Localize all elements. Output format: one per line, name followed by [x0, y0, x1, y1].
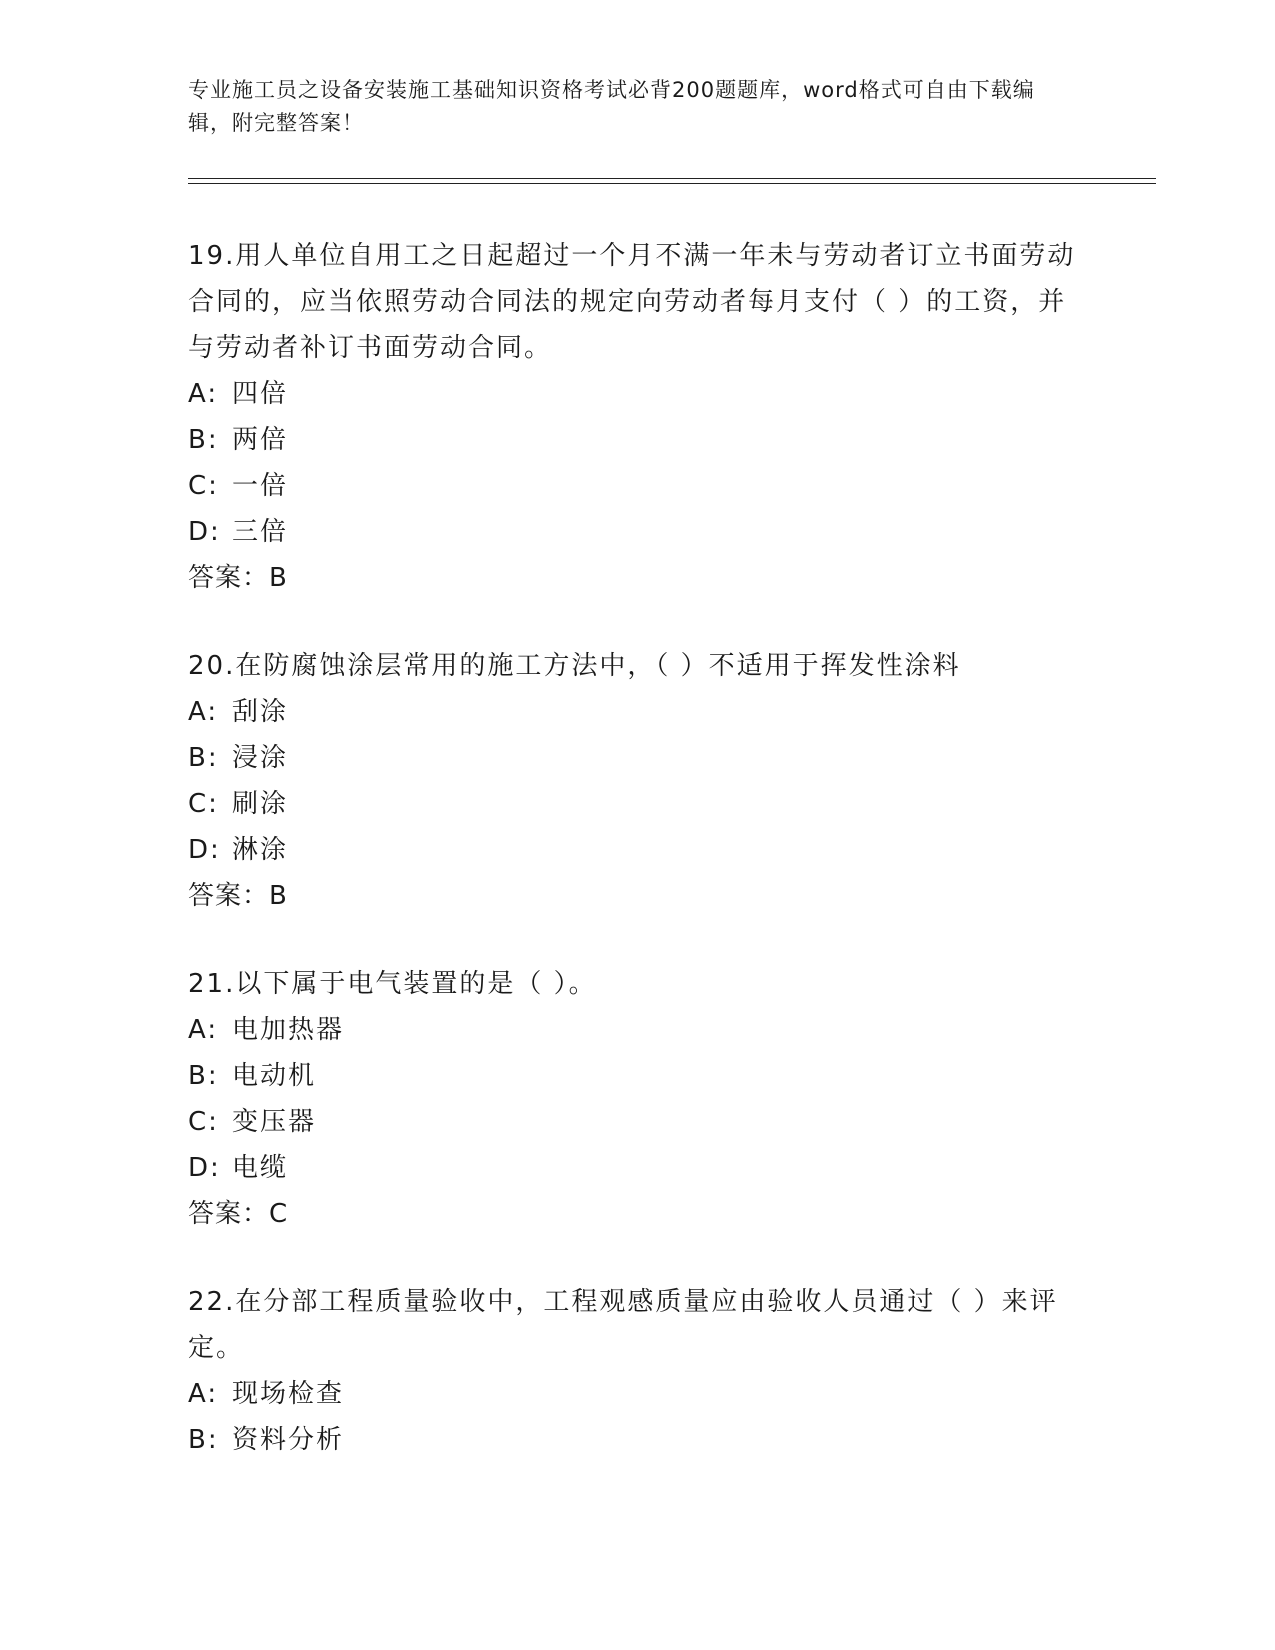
option-c — [188, 1099, 1088, 1145]
option-list — [188, 689, 1088, 873]
option-text: 现场检查 — [232, 1379, 345, 1409]
question-19 — [188, 233, 1088, 601]
option-d — [188, 827, 1088, 873]
option-list — [188, 371, 1088, 555]
option-a — [188, 1371, 1088, 1417]
question-stem: 19.用人单位自用工之日起超过一个月不满一年未与劳动者订立书面劳动合同的，应当依照劳动合同法的规定向劳动者每月支付（ ）的工资，并与劳动者补订书面劳动合同。 — [188, 241, 1076, 363]
option-text: 刷涂 — [232, 789, 289, 819]
option-text: 电加热器 — [232, 1015, 345, 1045]
option-text: 变压器 — [232, 1107, 317, 1137]
option-c — [188, 781, 1088, 827]
option-a — [188, 689, 1088, 735]
option-letter: D: — [188, 517, 221, 547]
option-b — [188, 1417, 1088, 1463]
answer-line: 答案：C — [188, 1199, 289, 1229]
answer-line: 答案：B — [188, 563, 288, 593]
option-letter: B: — [188, 1061, 219, 1091]
option-text: 一倍 — [232, 471, 289, 501]
option-text: 资料分析 — [232, 1425, 345, 1455]
option-list — [188, 1371, 1088, 1463]
option-text: 淋涂 — [232, 835, 289, 865]
question-20 — [188, 643, 1088, 919]
question-21 — [188, 961, 1088, 1237]
option-c — [188, 463, 1088, 509]
option-letter: B: — [188, 425, 219, 455]
option-text: 浸涂 — [232, 743, 289, 773]
question-22 — [188, 1279, 1088, 1463]
header-divider-top — [188, 178, 1156, 179]
option-b — [188, 1053, 1088, 1099]
document-header: 专业施工员之设备安装施工基础知识资格考试必背200题题库，word格式可自由下载编辑，附完整答案！ — [188, 78, 1035, 135]
option-letter: A: — [188, 379, 219, 409]
option-text: 四倍 — [232, 379, 289, 409]
option-b — [188, 735, 1088, 781]
option-list — [188, 1007, 1088, 1191]
question-stem: 21.以下属于电气装置的是（ ）。 — [188, 969, 597, 999]
option-b — [188, 417, 1088, 463]
option-text: 电动机 — [232, 1061, 317, 1091]
option-letter: C: — [188, 471, 219, 501]
option-letter: D: — [188, 1153, 221, 1183]
option-letter: A: — [188, 697, 219, 727]
question-list — [188, 233, 1088, 1505]
question-stem: 22.在分部工程质量验收中，工程观感质量应由验收人员通过（ ）来评定。 — [188, 1287, 1058, 1363]
option-letter: B: — [188, 743, 219, 773]
header-divider-bottom — [188, 183, 1156, 184]
option-text: 三倍 — [232, 517, 289, 547]
answer-line: 答案：B — [188, 881, 288, 911]
option-text: 刮涂 — [232, 697, 289, 727]
option-letter: D: — [188, 835, 221, 865]
option-d — [188, 1145, 1088, 1191]
option-letter: A: — [188, 1015, 219, 1045]
option-letter: C: — [188, 789, 219, 819]
option-a — [188, 1007, 1088, 1053]
option-letter: A: — [188, 1379, 219, 1409]
option-text: 两倍 — [232, 425, 289, 455]
question-stem: 20.在防腐蚀涂层常用的施工方法中，（ ）不适用于挥发性涂料 — [188, 651, 961, 681]
option-a — [188, 371, 1088, 417]
option-letter: B: — [188, 1425, 219, 1455]
option-letter: C: — [188, 1107, 219, 1137]
option-d — [188, 509, 1088, 555]
option-text: 电缆 — [232, 1153, 289, 1183]
